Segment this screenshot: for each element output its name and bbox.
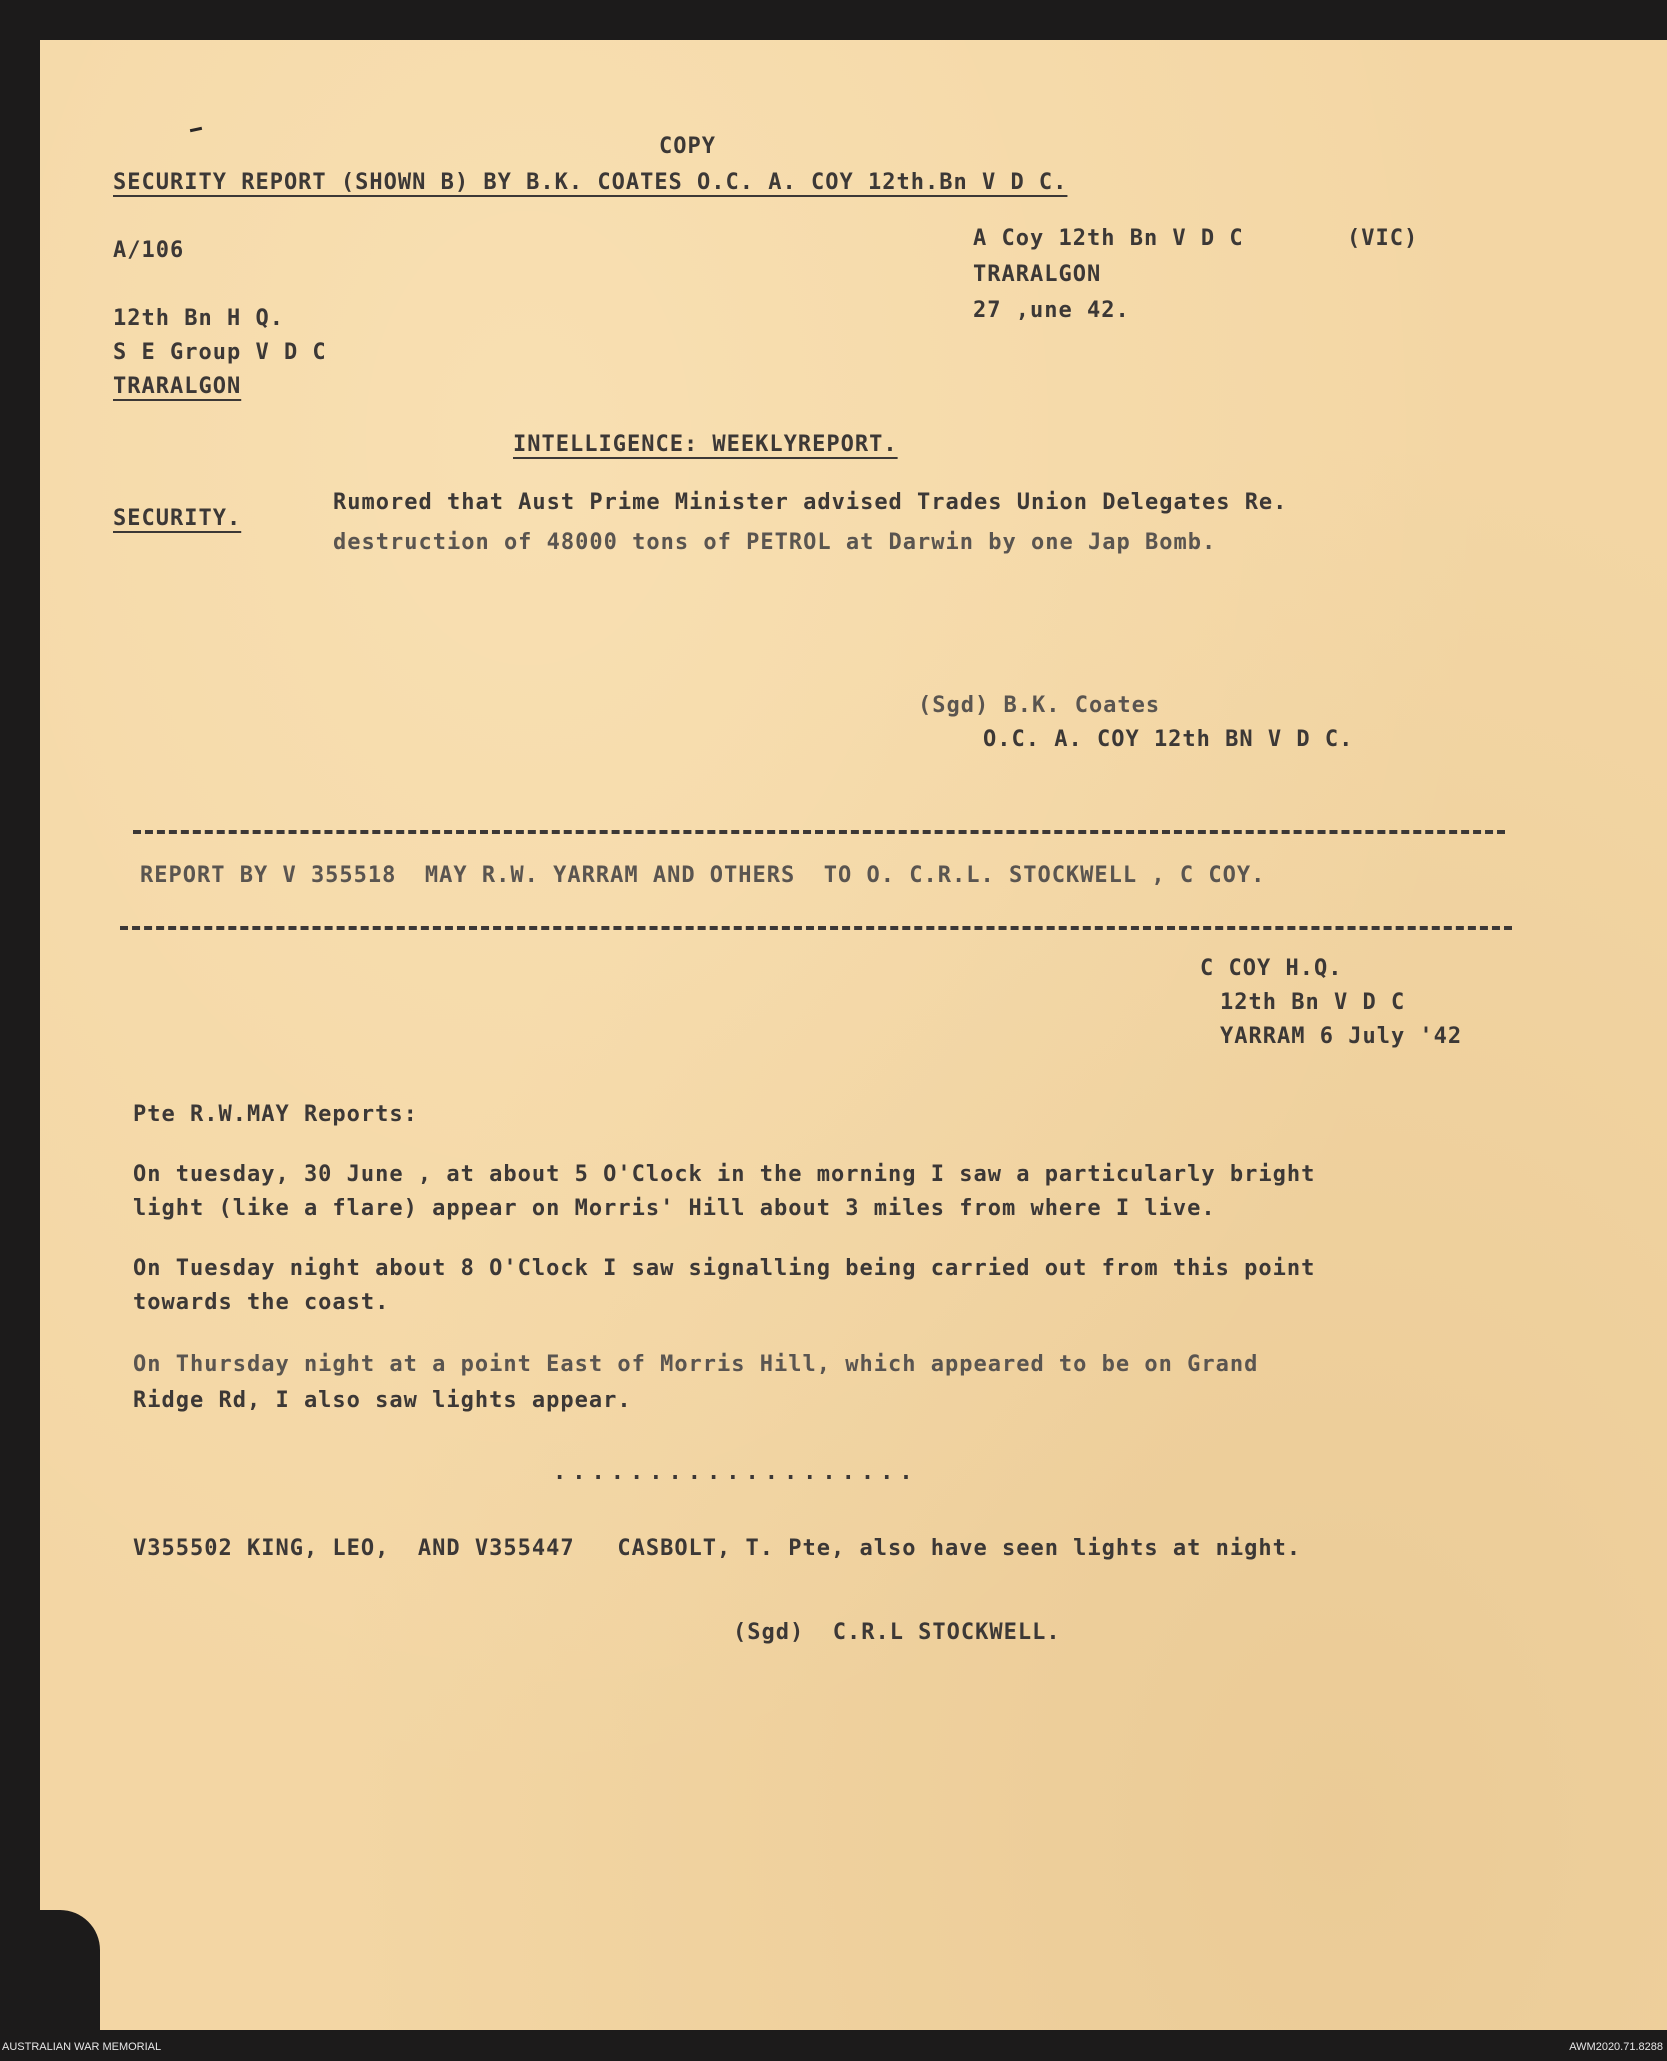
report2-date: YARRAM 6 July '42 bbox=[1220, 1024, 1463, 1049]
report2-intro: Pte R.W.MAY Reports: bbox=[133, 1102, 418, 1127]
reference-number: A/106 bbox=[113, 238, 185, 263]
copy-label: COPY bbox=[659, 134, 716, 159]
divider-rule bbox=[133, 830, 1505, 834]
report2-address-2: 12th Bn V D C bbox=[1220, 990, 1406, 1015]
report2-signature: (Sgd) C.R.L STOCKWELL. bbox=[733, 1620, 1061, 1645]
security-label: SECURITY. bbox=[113, 506, 242, 531]
dotted-separator: ................... bbox=[553, 1460, 919, 1485]
signature-name: (Sgd) B.K. Coates bbox=[918, 693, 1161, 718]
divider-rule bbox=[120, 926, 1512, 930]
section-heading: INTELLIGENCE: WEEKLYREPORT. bbox=[513, 432, 898, 457]
paragraph-line: On tuesday, 30 June , at about 5 O'Clock in the morning I saw a particularly bright bbox=[133, 1162, 1316, 1187]
others-line: V355502 KING, LEO, AND V355447 CASBOLT, T. Pte, also have seen lights at night. bbox=[133, 1536, 1302, 1561]
footer-source: AUSTRALIAN WAR MEMORIAL bbox=[2, 2041, 162, 2053]
torn-corner bbox=[40, 1910, 100, 2030]
document-title: SECURITY REPORT (SHOWN B) BY B.K. COATES O.C. A. COY 12th.Bn V D C. bbox=[113, 170, 1068, 195]
sender-state: (VIC) bbox=[1347, 226, 1419, 251]
signature-title: O.C. A. COY 12th BN V D C. bbox=[983, 727, 1354, 752]
paragraph-line: Ridge Rd, I also saw lights appear. bbox=[133, 1388, 632, 1413]
paragraph-line: On Thursday night at a point East of Morris Hill, which appeared to be on Grand bbox=[133, 1352, 1259, 1377]
recipient-line-2: S E Group V D C bbox=[113, 340, 327, 365]
paragraph-line: light (like a flare) appear on Morris' Hill about 3 miles from where I live. bbox=[133, 1196, 1216, 1221]
report2-title: REPORT BY V 355518 MAY R.W. YARRAM AND OTHERS TO O. C.R.L. STOCKWELL , C COY. bbox=[140, 863, 1266, 888]
sender-date: 27 ,une 42. bbox=[973, 298, 1130, 323]
body-line: destruction of 48000 tons of PETROL at Darwin by one Jap Bomb. bbox=[333, 530, 1217, 555]
recipient-line-1: 12th Bn H Q. bbox=[113, 306, 284, 331]
report2-address-1: C COY H.Q. bbox=[1200, 956, 1343, 981]
recipient-line-3: TRARALGON bbox=[113, 374, 242, 399]
body-line: Rumored that Aust Prime Minister advised Trades Union Delegates Re. bbox=[333, 490, 1288, 515]
footer-id: AWM2020.71.8288 bbox=[1569, 2041, 1663, 2053]
paragraph-line: towards the coast. bbox=[133, 1290, 390, 1315]
paragraph-line: On Tuesday night about 8 O'Clock I saw signalling being carried out from this point bbox=[133, 1256, 1316, 1281]
sender-line-1: A Coy 12th Bn V D C bbox=[973, 226, 1244, 251]
sender-line-2: TRARALGON bbox=[973, 262, 1102, 287]
